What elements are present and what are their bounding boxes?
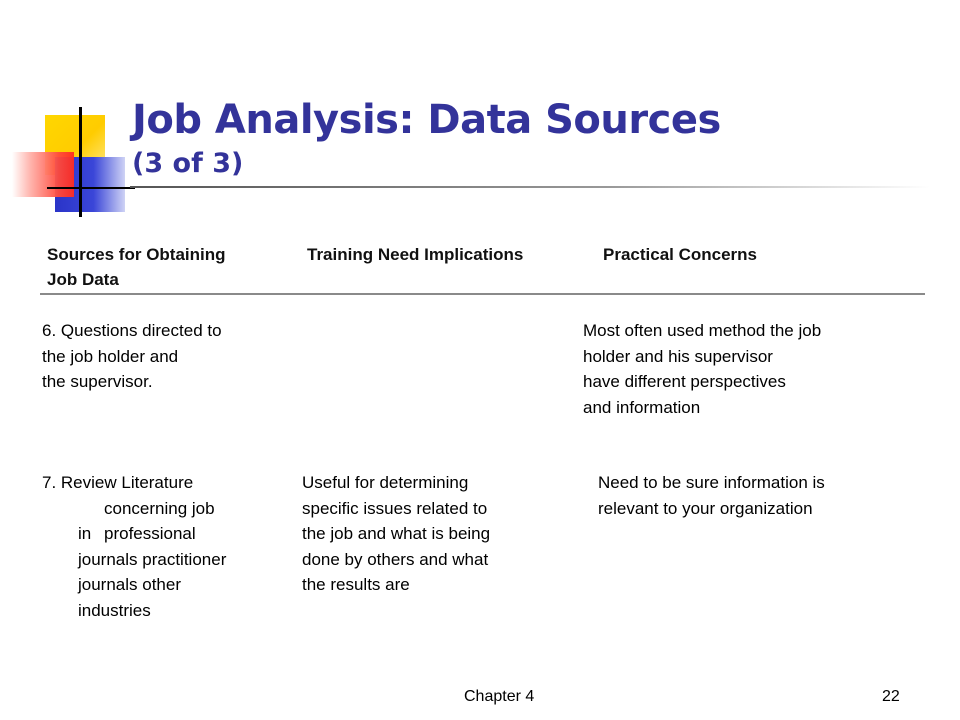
row7-source-word: in xyxy=(78,524,92,543)
header-training: Training Need Implications xyxy=(307,245,524,264)
row6-source-line: 6. Questions directed to xyxy=(42,321,222,340)
vertical-line-shape xyxy=(79,107,82,217)
row7-training-line: the job and what is being xyxy=(302,524,491,543)
row7-training-line: the results are xyxy=(302,575,410,594)
row7-source-line xyxy=(42,521,292,547)
row6-concerns-line: and information xyxy=(583,397,701,417)
decorative-squares-logo xyxy=(0,95,135,220)
row7-source-line: journals practitioner xyxy=(78,549,227,569)
row7-source-line: 7. Review Literature xyxy=(42,473,194,492)
row7-training-line: Useful for determining xyxy=(302,473,469,492)
row6-concerns-cell xyxy=(583,318,954,420)
slide-subtitle: (3 of 3) xyxy=(132,148,244,179)
row6-source-line: the job holder and xyxy=(42,346,179,366)
header-divider xyxy=(40,293,925,295)
row7-source-line: journals other xyxy=(78,575,182,594)
slide-title: Job Analysis: Data Sources xyxy=(132,97,721,143)
title-underline xyxy=(130,186,930,188)
footer-page-number: 22 xyxy=(882,688,900,705)
row7-training-line: done by others and what xyxy=(302,549,489,569)
header-sources-line2: Job Data xyxy=(47,270,119,289)
row7-concerns-line: Need to be sure information is xyxy=(598,473,825,492)
row6-concerns-line: have different perspectives xyxy=(583,372,786,391)
row7-concerns-line: relevant to your organization xyxy=(598,498,813,518)
header-sources xyxy=(47,242,226,292)
row6-source-line: the supervisor. xyxy=(42,372,153,391)
row6-source-cell xyxy=(42,318,328,395)
row7-source-cell xyxy=(42,470,292,623)
header-sources-line1: Sources for Obtaining xyxy=(47,245,226,264)
footer-chapter-label: Chapter 4 xyxy=(464,688,535,705)
row7-source-word: professional xyxy=(104,524,196,543)
row7-training-cell xyxy=(302,470,623,598)
red-square-shape xyxy=(12,152,74,197)
row7-source-line: concerning job xyxy=(104,498,215,518)
row6-concerns-line: Most often used method the job xyxy=(583,321,822,340)
row6-concerns-line: holder and his supervisor xyxy=(583,346,773,366)
row7-concerns-cell xyxy=(598,470,959,521)
row7-source-line: industries xyxy=(78,600,151,620)
horizontal-line-shape xyxy=(47,187,135,189)
header-concerns: Practical Concerns xyxy=(603,245,758,264)
row7-training-line: specific issues related to xyxy=(302,498,488,518)
